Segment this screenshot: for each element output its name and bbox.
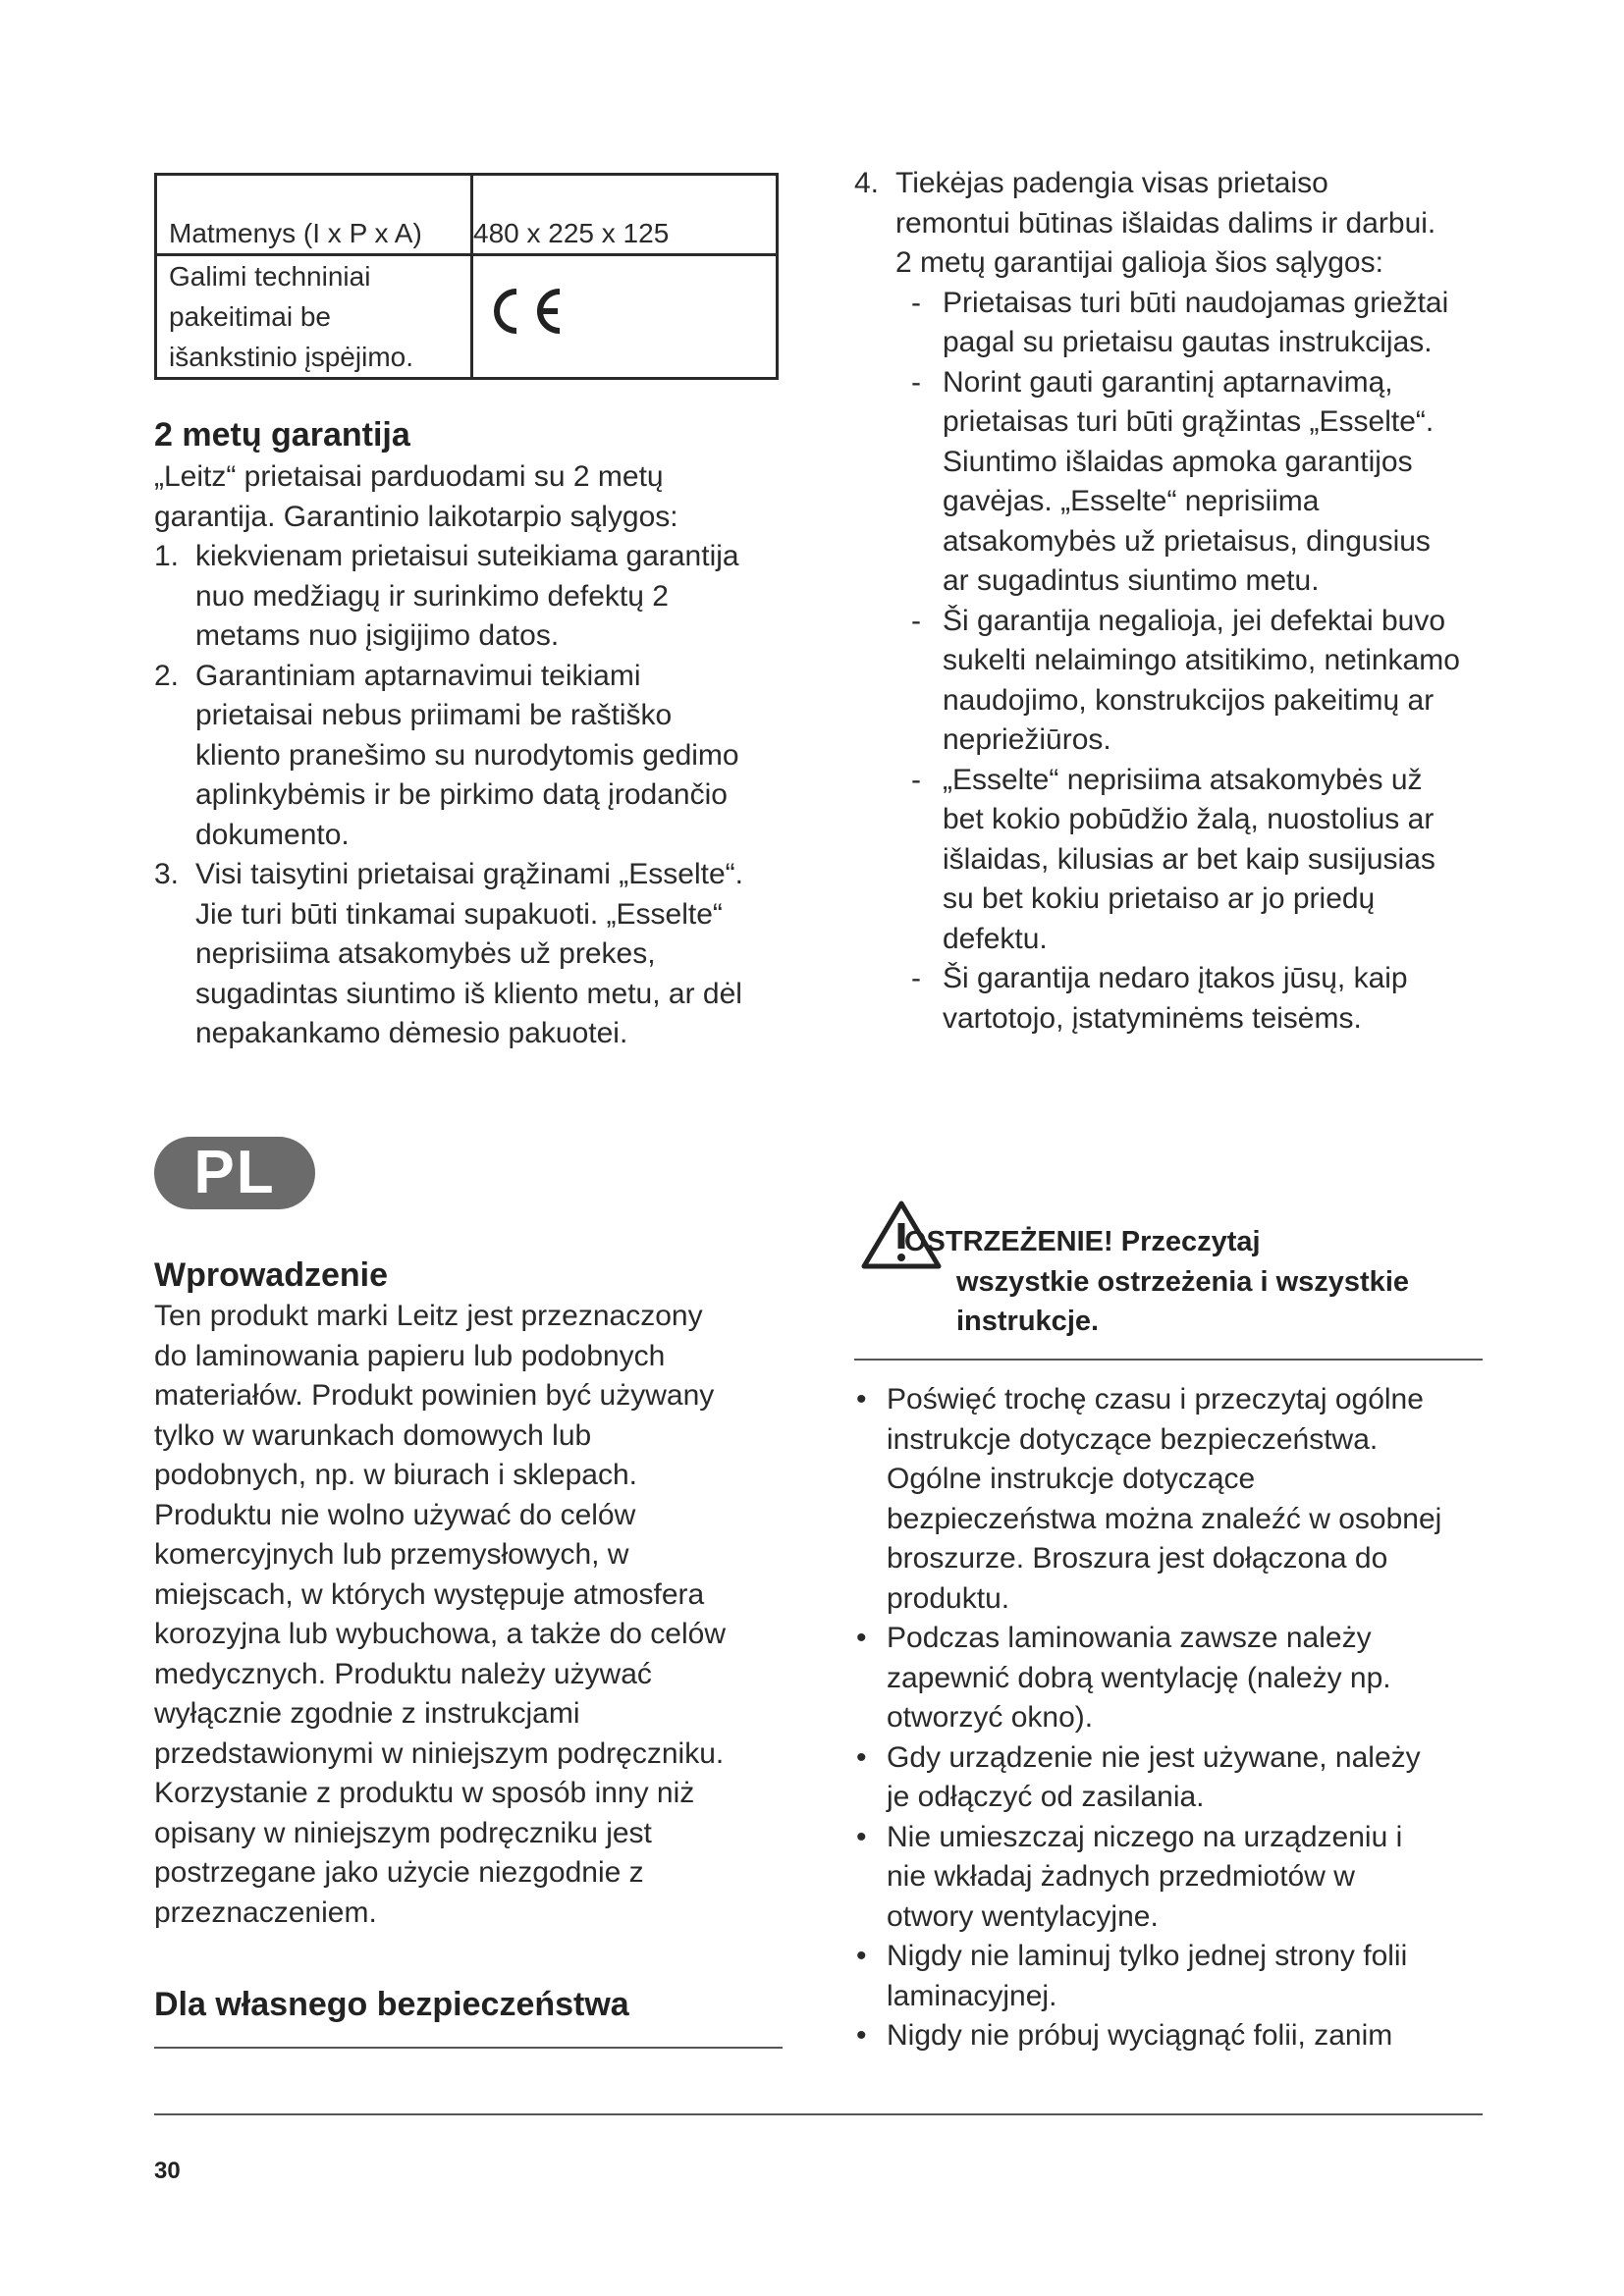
list-item: • Nie umieszczaj niczego na urządzeniu i nie wkładaj żadnych przedmiotów w otwory wentylacyjne. [856,1820,1403,1933]
list-item: - Ši garantija nedaro įtakos jūsų, kaip vartotojo, įstatyminėms teisėms. [911,962,1408,1035]
ce-mark-icon [477,282,571,341]
page-number: 30 [154,2158,181,2184]
list-item: • Gdy urządzenie nie jest używane, należy je odłączyć od zasilania. [856,1740,1421,1813]
list-item: 4. Tiekėjas padengia visas prietaiso remontui būtinas išlaidas dalims ir darbui. 2 metų garantijai galioja šios sąlygos: [854,167,1436,279]
list-item: - Ši garantija negalioja, jei defektai buvo sukelti nelaimingo atsitikimo, netinkamo naudojimo, konstrukcijos pakeitimų ar nepriežiūros. [911,604,1460,756]
list-item: • Podczas laminowania zawsze należy zapewnić dobrą wentylację (należy np. otworzyć okno). [856,1622,1391,1734]
lt-warranty-section [154,414,802,1054]
pl-warning-text: OSTRZEŻENIE! Przeczytaj wszystkie ostrzeżenia i wszystkie instrukcje. [904,1226,1409,1337]
spec-table [154,173,779,380]
list-item: - „Esselte“ neprisiima atsakomybės už bet kokio pobūdžio žalą, nuostolius ar išlaidas, kilusias ar bet kaip susijusias su bet kokiu prietaiso ar jo priedų defektu. [911,763,1435,955]
list-item: - Norint gauti garantinį aptarnavimą, prietaisas turi būti grąžintas „Esselte“. Siuntimo išlaidas apmoka garantijos gavėjas. „Esselte“ neprisiima atsakomybės už prietaisus, dingusius ar sugadintus siuntimo metu. [911,365,1435,597]
ce-mark [472,255,778,379]
list-item: • Poświęć trochę czasu i przeczytaj ogólne instrukcje dotyczące bezpieczeństwa. Ogólne instrukcje dotyczące bezpieczeństwa można znaleźć w osobnej broszurze. Broszura jest dołączona do produktu. [856,1383,1442,1615]
list-item: • Nigdy nie laminuj tylko jednej strony folii laminacyjnej. [856,1940,1408,2012]
pl-intro-heading: Wprowadzenie [154,1256,389,1294]
list-item: 2. Garantiniam aptarnavimui teikiami prietaisai nebus priimami be raštiško kliento pranešimo su nurodytomis gedimo aplinkybėmis ir be pirkimo datą įrodančio dokumento. [154,659,739,851]
pl-safety-heading: Dla własnego bezpieczeństwa [154,1986,629,2023]
technical-change-note: Galimi techniniai pakeitimai be išankstinio įspėjimo. [156,255,472,379]
dimensions-label: Matmenys (I x P x A) [156,175,472,255]
list-item: • Nigdy nie próbuj wyciągnąć folii, zanim [856,2019,1393,2052]
dimensions-value: 480 x 225 x 125 [472,175,778,255]
pl-intro-section [154,1255,822,1933]
divider [154,2047,783,2049]
pl-safety-list [854,1380,1502,2056]
lt-warranty-continued [854,164,1502,1039]
lt-warranty-list-continued [854,164,1502,284]
list-item: - Prietaisas turi būti naudojamas griežtai pagal su prietaisu gautas instrukcijas. [911,286,1449,358]
lt-conditions-list [911,284,1502,1040]
list-item: 1. kiekvienam prietaisui suteikiama garantija nuo medžiagų ir surinkimo defektų 2 metams nuo įsigijimo datos. [154,540,739,652]
footer-divider [154,2113,1483,2115]
lt-warranty-list [154,537,802,1054]
pl-intro-text: Ten produkt marki Leitz jest przeznaczony do laminowania papieru lub podobnych materiałów. Produkt powinien być używany tylko w warunkach domowych lub podobnych, np. w biurach i sklepach. Produktu nie wolno używać do celów komercyjnych lub przemysłowych, w miejscach, w których występuje atmosfera korozyjna lub wybuchowa, a także do celów medycznych. Produktu należy używać wyłącznie zgodnie z instrukcjami przedstawionymi w niniejszym podręczniku. Korzystanie z produktu w sposób inny niż opisany w niniejszym podręczniku jest postrzegane jako użycie niezgodnie z przeznaczeniem. [154,1300,726,1929]
lt-warranty-intro: „Leitz“ prietaisai parduodami su 2 metų garantija. Garantinio laikotarpio sąlygos: [154,460,678,533]
list-item: 3. Visi taisytini prietaisai grąžinami „Esselte“. Jie turi būti tinkamai supakuoti. „Esselte“ neprisiima atsakomybės už prekes, sugadintas siuntimo iš kliento metu, ar dėl nepakankamo dėmesio pakuotei. [154,858,743,1049]
lt-warranty-heading: 2 metų garantija [154,416,410,454]
divider [854,1359,1483,1361]
language-badge-pl: PL [154,1137,315,1209]
